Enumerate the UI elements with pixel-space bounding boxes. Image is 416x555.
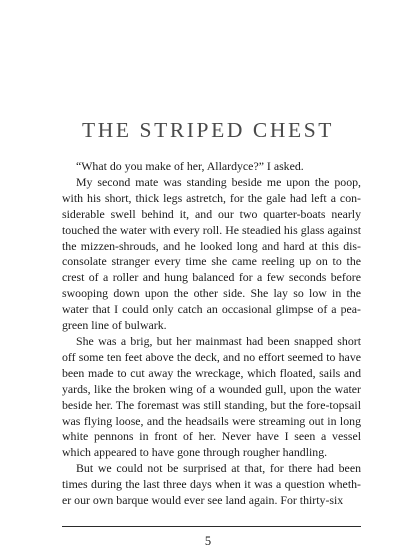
footer-rule	[62, 526, 361, 527]
paragraph-2: My second mate was standing beside me upon the poop, with his short, thick legs astretch, for the gale had left a considerable swell behind it, and our two quarter-boats nearly touched the water with every roll. He steadied his glass against the mizzen-shrouds, and he looked long and hard at this disconsolate stranger every time she came reeling up on to the crest of a roller and hung balanced for a few seconds before swooping down upon the other side. She lay so low in the water that I could only catch an occasional glimpse of a pea-green line of bulwark.	[62, 174, 361, 333]
chapter-title: THE STRIPED CHEST	[81, 118, 335, 142]
page-number: 5	[204, 534, 212, 548]
paragraph-1: “What do you make of her, Allardyce?” I asked.	[76, 159, 304, 173]
body-text	[62, 159, 361, 509]
paragraph-4: But we could not be surprised at that, for there had been times during the last three days when it was a question whether our own barque would ever see land again. For thirty-six	[62, 461, 361, 508]
paragraph-3: She was a brig, but her mainmast had been snapped short off some ten feet above the deck, and no effort seemed to have been made to cut away the wreckage, which floated, sails and yards, like the broken wing of a wounded gull, upon the water beside her. The foremast was still standing, but the fore-topsail was flying loose, and the headsails were streaming out in long white pennons in front of her. Never have I seen a vessel which appeared to have gone through rougher handling.	[62, 333, 361, 460]
